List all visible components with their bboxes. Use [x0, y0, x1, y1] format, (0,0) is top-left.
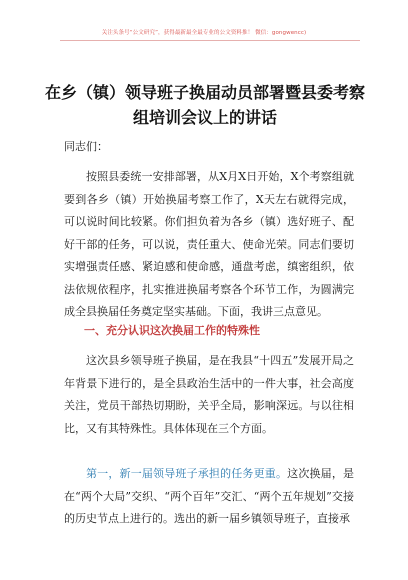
point-1-body: 这次换届，是在“两个大局”交织、“两个百年”交汇、“两个五年规划”交接的历史节点上进行的。选出的新一届乡镇领导班子，直接承 [64, 467, 355, 525]
point-1-lead: 第一，新一届领导班子承担的任务更重。 [86, 467, 288, 480]
section-heading-1: 一、充分认识这次换届工作的特殊性 [84, 324, 260, 337]
paragraph-intro: 按照县委统一安排部署，从X月X日开始，X个考察组就要到各乡（镇）开始换届考察工作了，X天左右就得完成，可以说时间比较紧。你们担负着为各乡（镇）选好班子、配好干部的任务，可以说，责任重大、使命光荣。同志们要切实增强责任感、紧迫感和使命感，通盘考虑，缜密组织，依法依规依程序，扎实推进换届考察各个环节工作，为圆满完成全县换届任务奠定坚实基础。下面，我讲三点意见。 [64, 170, 354, 318]
salutation: 同志们： [64, 140, 108, 153]
header-divider [60, 40, 360, 41]
paragraph-point-1 [64, 463, 354, 531]
header-banner: 关注头条号“公文研究”，获得最新最全最专业的公文资料推！ 微信：gongwencc) [101, 30, 307, 36]
paragraph-section1-intro: 这次县乡领导班子换届，是在我县“十四五”发展开局之年背景下进行的，是全县政治生活中的一件大事，社会高度关注，党员干部热切期盼，关乎全局，影响深远。与以往相比，又有其特殊性。具体体现在三个方面。 [64, 354, 354, 435]
document-title: 在乡（镇）领导班子换届动员部署暨县委考察组培训会议上的讲话 [44, 83, 365, 127]
